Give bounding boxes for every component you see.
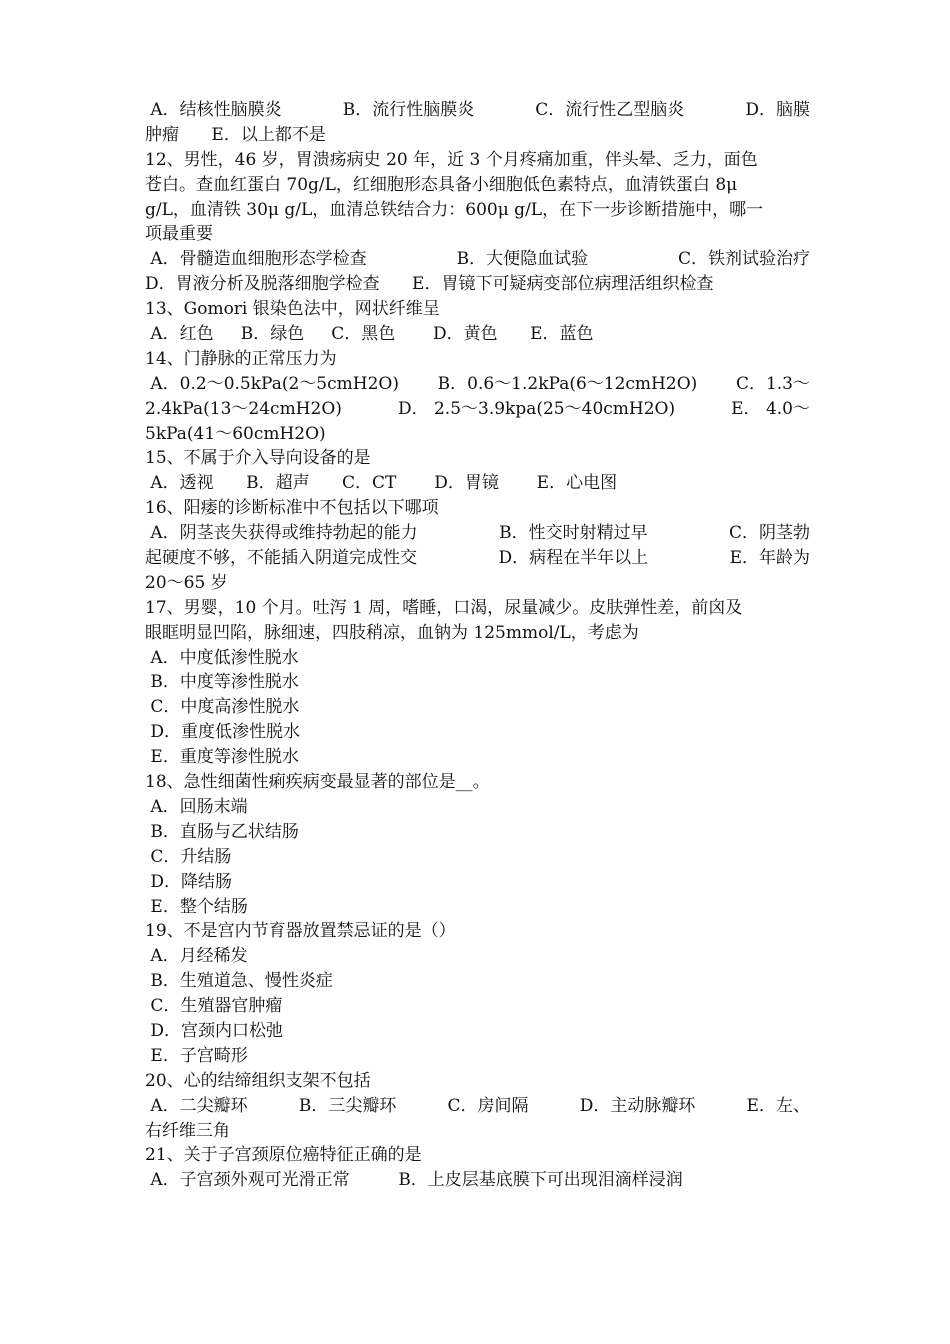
text-line: [145, 546, 810, 571]
text-segment: B．三尖瓣环: [298, 1095, 397, 1116]
text-line: 眼眶明显凹陷，脉细速，四肢稍凉，血钠为 125mmol/L，考虑为: [145, 622, 639, 643]
text-segment: E． 4.0～: [731, 398, 810, 419]
text-line: 21、关于子宫颈原位癌特征正确的是: [145, 1145, 422, 1166]
text-segment: D．脑膜: [745, 100, 810, 120]
text-segment: A．结核性脑膜炎: [145, 100, 282, 120]
text-line: 16、阳痿的诊断标准中不包括以下哪项: [145, 498, 439, 519]
text-line: B．生殖道急、慢性炎症: [145, 971, 333, 992]
text-line: A．中度低渗性脱水: [145, 647, 299, 668]
text-segment: A．骨髓造血细胞形态学检查: [145, 249, 367, 270]
text-line: E．子宫畸形: [145, 1045, 248, 1066]
text-line: A．月经稀发: [145, 946, 248, 967]
text-segment: C．流行性乙型脑炎: [535, 100, 685, 120]
text-line: [145, 247, 810, 272]
text-segment: C．铁剂试验治疗: [677, 249, 810, 270]
text-segment: D．病程在半年以上: [498, 548, 649, 569]
text-line: 20、心的结缔组织支架不包括: [145, 1070, 371, 1091]
text-segment: A．阴茎丧失获得或维持勃起的能力: [145, 523, 418, 544]
text-line: g/L，血清铁 30μ g/L，血清总铁结合力：600μ g/L，在下一步诊断措施中，哪一: [145, 199, 764, 220]
text-line: E．重度等渗性脱水: [145, 747, 299, 768]
text-line: [145, 521, 810, 546]
text-line: 苍白。查血红蛋白 70g/L，红细胞形态具备小细胞低色素特点，血清铁蛋白 8μ: [145, 174, 738, 195]
text-line: D．宫颈内口松弛: [145, 1020, 284, 1041]
document-page: [145, 98, 810, 1193]
text-line: C．中度高渗性脱水: [145, 697, 300, 718]
text-segment: 起硬度不够，不能插入阴道完成性交: [145, 548, 417, 569]
text-line: [145, 98, 810, 123]
text-line: A．透视 B．超声 C．CT D．胃镜 E．心电图: [145, 473, 618, 494]
text-line: 12、男性，46 岁，胃溃疡病史 20 年，近 3 个月疼痛加重，伴头晕、乏力，面色: [145, 149, 758, 170]
text-segment: C．房间隔: [447, 1095, 529, 1116]
text-segment: 2.4kPa(13～24cmH2O): [145, 398, 342, 419]
text-segment: C．1.3～: [735, 373, 810, 394]
text-line: 14、门静脉的正常压力为: [145, 348, 337, 369]
text-line: 右纤维三角: [145, 1120, 230, 1141]
text-line: 项最重要: [145, 224, 213, 245]
text-segment: B．流行性脑膜炎: [342, 100, 475, 120]
text-line: D．重度低渗性脱水: [145, 722, 301, 743]
text-line: 5kPa(41～60cmH2O): [145, 423, 326, 444]
text-line: E．整个结肠: [145, 896, 248, 917]
text-segment: E．年龄为: [729, 548, 810, 569]
text-line: [145, 397, 810, 422]
text-line: D．胃液分析及脱落细胞学检查 E．胃镜下可疑病变部位病理活组织检查: [145, 274, 714, 295]
text-segment: B．0.6～1.2kPa(6～12cmH2O): [437, 373, 698, 394]
text-line: C．升结肠: [145, 846, 232, 867]
text-segment: D． 2.5～3.9kpa(25～40cmH2O): [397, 398, 676, 419]
text-line: A．红色 B．绿色 C．黑色 D．黄色 E．蓝色: [145, 324, 594, 345]
text-line: 肿瘤 E．以上都不是: [145, 124, 326, 145]
text-line: 17、男婴，10 个月。吐泻 1 周，嗜睡，口渴，尿量减少。皮肤弹性差，前囟及: [145, 597, 743, 618]
text-segment: B．性交时射精过早: [499, 523, 648, 544]
text-line: 13、Gomori 银染色法中，网状纤维呈: [145, 299, 440, 320]
text-segment: D．主动脉瓣环: [579, 1095, 696, 1116]
text-line: 19、不是宫内节育器放置禁忌证的是（）: [145, 921, 456, 942]
text-segment: A．二尖瓣环: [145, 1095, 248, 1116]
question-text-body: [145, 98, 810, 1193]
text-line: C．生殖器官肿瘤: [145, 996, 283, 1017]
text-line: A．子宫颈外观可光滑正常 B．上皮层基底膜下可出现泪滴样浸润: [145, 1170, 683, 1191]
text-line: 15、不属于介入导向设备的是: [145, 448, 371, 469]
text-line: [145, 372, 810, 397]
text-line: D．降结肠: [145, 871, 233, 892]
text-segment: E．左、: [746, 1095, 810, 1116]
text-segment: C．阴茎勃: [728, 523, 810, 544]
text-line: B．中度等渗性脱水: [145, 672, 299, 693]
text-line: A．回肠末端: [145, 796, 248, 817]
text-line: [145, 1094, 810, 1119]
text-segment: A．0.2～0.5kPa(2～5cmH2O): [145, 373, 399, 394]
text-segment: B．大便隐血试验: [456, 249, 589, 270]
text-line: 20～65 岁: [145, 572, 228, 593]
text-line: 18、急性细菌性痢疾病变最显著的部位是__。: [145, 772, 490, 793]
text-line: B．直肠与乙状结肠: [145, 821, 299, 842]
